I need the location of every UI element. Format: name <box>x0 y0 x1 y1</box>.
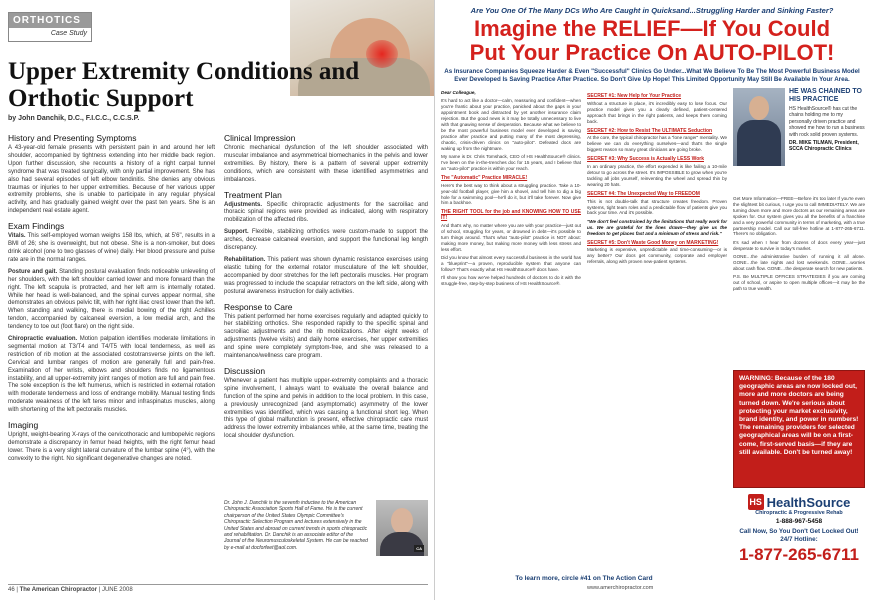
brand-tagline: Chiropractic & Progressive Rehab <box>755 510 843 516</box>
paragraph: Get More Information—FREE—Before it's too late! If you're even the slightest bit curious, I urge you to call IMMEDIATELY. We are turning down more and more doctors as our remaining areas are spoken for. Our system gives you all the benefits of a franchise and a very powerful community in terms of marketing, with a true partnership model. Call our toll-free hotline at 1-877-265-6711. There's no obligation. <box>733 196 865 237</box>
magazine-name: The American Chiropractor <box>19 587 98 593</box>
author-photo <box>376 500 428 556</box>
ad-heading: SECRET #2: How to Resist The ULTIMATE Seduction <box>587 127 713 134</box>
paragraph: Rehabilitation. This patient was shown dynamic resistance exercises using elastic tubing for the external rotator musculature of the left shoulder, accompanied by door stretches for the left pectoralis muscles. Her program was progressed to include the scapular retractors on the left side, along with postural awareness instruction for daily activities. <box>224 256 429 295</box>
ad-column-3 <box>733 196 865 295</box>
paragraph: Chronic mechanical dysfunction of the left shoulder associated with muscular imbalance and asymmetrical biomechanics in the pelvis and lower extremities. By history, there is a pattern of several upper extremity conditions, which are consistent with these identified asymmetries and imbalances. <box>224 145 428 183</box>
section-heading: Clinical Impression <box>224 133 296 143</box>
article-title: Upper Extremity Conditions and Orthotic Support <box>8 58 360 112</box>
paragraph: I'll show you how we've helped hundreds of doctors to do it with the struggle-free, step-by-step business of HS HealthSource®. <box>441 275 581 287</box>
doctor-photo <box>733 88 785 166</box>
section-tag <box>8 12 92 42</box>
section-heading: Imaging <box>8 420 39 431</box>
page-footer: 46 | The American Chiropractor | JUNE 2008 <box>8 584 428 593</box>
ad-heading: The "Automatic" Practice MIRACLE! <box>441 174 528 181</box>
ad-headline <box>439 17 865 65</box>
section-heading: Discussion <box>224 365 266 376</box>
article-byline: by John Danchik, D.C., F.I.C.C., C.C.S.P. <box>8 115 140 122</box>
ad-column-2 <box>587 90 727 268</box>
section-heading: Exam Findings <box>8 221 65 232</box>
paragraph: Upright, weight-bearing X-rays of the cervicothoracic and lumbopelvic regions demonstrate a discrepancy in femur head heights, with the right femur head lower. There is a very slight lateral curvature of the lumbar spine (4°), with the convexity to the right. No significant degenerative changes are noted. <box>8 432 215 462</box>
ad-heading: SECRET #3: Why Success is Actually LESS Work <box>587 156 704 163</box>
ca-badge: CA <box>416 546 422 551</box>
paragraph: It's hard to act like a doctor—calm, reassuring and confident—when you're frantic about your practice, panicked about the gaps in your appointment book and distracted by yet another insurance claim rejection. But the good news is it may be totally unnecessary to live with that gnawing sense of desperation. Because what we believe to be the most powerful business model ever developed is saving practice after practice and putting many of the most depressing, chaotic, crisis-driven clinics on "auto-pilot". Defeated docs are waking up from the nightmare. <box>441 98 581 151</box>
phone-number-small[interactable]: 1-888-967-5458 <box>775 518 823 525</box>
paragraph: Here's the best way to think about a struggling practice. Take a 10-year-old football player, give him a shovel, and tell him to dig a big hole for a swimming pool—he'll do it, but it'll take forever. Now give him a backhoe. <box>441 182 581 206</box>
paragraph: My name is Dr. Chris Tomshack, CEO of HS HealthSource® clinics. I've been on the in-the-trenches doc for 15 years, and I believe that an "auto-pilot" practice is within your reach. <box>441 154 581 171</box>
ad-subhead: As Insurance Companies Squeeze Harder & Even "Successful" Clinics Go Under...What We Believe To Be The Most Powerful Business Model Ever Developed Is Saving Practice After Practice. So Don't Give Up Hope! This Limited Opportunity May Still Be Available In Your Area. <box>444 68 860 83</box>
section-heading: Response to Care <box>224 301 293 312</box>
ad-headline-line2: Put Your Practice On AUTO-PILOT! <box>469 40 835 65</box>
testimonial-quote: "We don't feel constrained by the limitations that really work for us. We are grateful for the lines drawn—they give us the freedom to get places fast and a minimum of stress and risk." <box>587 218 727 236</box>
paragraph: Support. Flexible, stabilizing orthotics were custom-made to support the arches, decrease calcaneal eversion, and support the functional leg length discrepancy. <box>224 229 428 252</box>
ad-heading: SECRET #5: Don't Waste Good Money on MARKETING! <box>587 239 719 246</box>
section-heading: Treatment Plan <box>224 189 282 200</box>
section-heading: History and Presenting Symptoms <box>8 133 137 143</box>
paragraph: In an ordinary practice, the effort expended is like failing a 10-mile detour to go across the street. It's IMPOSSIBLE to grow when you're tackling all jobs yourself, reinventing the wheel and spread thin by wearing 20 hats. <box>587 164 727 187</box>
brand-name: HealthSource <box>766 494 851 510</box>
paragraph: This is not double-talk that structure creates freedom. Proven systems, tight team roles and a predictable flow of patients give you back your time. And it's possible. <box>587 198 727 216</box>
paragraph: Dear Colleague, <box>441 90 476 95</box>
paragraph: Marketing is expensive, unpredictable and time-consuming—or is any better? Our docs get community, corporate and employer referrals, along with proven new-patient systems. <box>587 247 727 265</box>
healthsource-logo-block <box>733 494 865 565</box>
left-page <box>0 0 434 600</box>
paragraph: P.S. Be MULTIPLE OFFICES STRATEGIES if you are coming out of school, or aspire to open multiple offices—it may be the path to true wealth. <box>733 274 865 292</box>
paragraph: At the core, the typical chiropractor has a "lone ranger" mentality. We believe we can do everything ourselves—and that's the single biggest reason so many great clinicians are going broke. <box>587 135 727 153</box>
paragraph: Chiropractic evaluation. Motion palpation identifies moderate limitations in segmental motion at T3/T4 and T4/T5 with local tenderness, as well as restriction of rib motion at the associated costotransverse joints on the left. Cervical and lumbar ranges of motion are generally full and pain-free. Examination of her wrists, elbows and shoulders finds no ligamentous instability, and all upper-extremity joint ranges of motion are full and pain free. The sole exception is the left humerus, which is restricted in external rotation with moderate tenderness and loss of endrange mobility. Manual testing finds moderate weakness of the left teres minor and infraspinatus muscles, along with shortening of the left pectoralis muscles. <box>8 336 215 414</box>
section-subtag-label: Case Study <box>50 30 87 37</box>
right-page-ad <box>434 0 869 600</box>
paragraph: And that's why, no matter where you are with your practice—just out of school, struggling for years, or drowned in debt—it's possible to turn things around. That's what "auto-pilot" practice is NOT about: making more money, but making more money with less stress and less effort. <box>441 223 581 252</box>
paragraph: Posture and gait. Standing postural evaluation finds noticeable unleveling of her shoulders, with the left shoulder carried lower and more forward than the right. The left scapula is protracted, and her left arm is internally rotated. While her head is well-balanced, and the spinal curves appear normal, she demonstrates an obvious pelvic tilt, with her right iliac crest lower than the left. When standing and walking, there is medial bowing of the right Achilles tendon, accompanied by calcaneal eversion, a low medial arch, and the tendency to toe out (foot flare) on the right side. <box>8 268 215 331</box>
author-bio: Dr. John J. Danchik is the seventh inductee to the American Chiropractic Association Sports Hall of Fame. He is the current chairperson of the United States Olympic Committee's Chiropractic Selection Program and lectures extensively in the United States and abroad on current trends in sports chiropractic and rehabilitation. Dr. Danchik is an associate editor of the Journal of the Neuromusculoskeletal System. He can be reached by e-mail at docforfeet@aol.com. <box>224 500 368 551</box>
article-column-1 <box>8 128 215 468</box>
paragraph: Did you know that almost every successful business in the world has a "blueprint"—a proven, reproducible system that anyone can follow? That's exactly what HS HealthSource® docs have. <box>441 255 581 272</box>
testimonial-text: HS HealthSource® has cut the chains holding me to my personally driven practice and showed me how to run a business with rock solid proven systems. <box>789 106 865 138</box>
ad-column-1 <box>441 90 581 290</box>
paragraph: This patient performed her home exercises regularly and adapted quickly to her stabilizing orthotics. She responded rapidly to the specific spinal and sacroiliac adjustments and the rib mobilizations. After eight weeks of adjustments (twelve visits) and daily home exercises, her upper extremities and spine were completely symptom-free, and she was released to a maintenance/wellness care program. <box>224 313 428 360</box>
ad-headline-line1: Imagine the RELIEF—If You Could <box>473 16 831 41</box>
pain-highlight <box>366 40 398 68</box>
article-column-2 <box>224 128 428 445</box>
healthsource-logo-icon: HS <box>748 494 764 510</box>
testimonial-box <box>733 88 865 190</box>
ad-tagline: Are You One Of The Many DCs Who Are Caught in Quicksand...Struggling Harder and Sinking Faster? <box>470 6 834 15</box>
ad-heading: SECRET #4: The Unexpected Way to FREEDOM <box>587 190 700 197</box>
call-to-action: Call Now, So You Don't Get Locked Out! 24/7 Hotline: <box>739 528 859 543</box>
testimonial-name: DR. MIKE TILMAN, President, SCCA Chiropractic Clinics <box>789 140 859 153</box>
issue-date: JUNE 2008 <box>101 587 133 593</box>
hotline-number[interactable]: 1-877-265-6711 <box>738 545 860 565</box>
ad-heading: SECRET #1: New Help for Your Practice <box>587 93 682 99</box>
paragraph: It's sad when I hear from dozens of docs every year—just desperate to survive in today's market. <box>733 239 865 251</box>
ad-heading: THE RIGHT TOOL for the job and KNOWING HOW TO USE IT! <box>441 209 581 222</box>
author-bio-box <box>224 500 428 558</box>
paragraph: A 43-year-old female presents with persistent pain in and around her left shoulder, accompanied by tightness extending into her middle back region. Upon further discussion, she recounts a history of a right carpal tunnel syndrome that was treated surgically, with only partial improvement. She has also had several episodes of left elbow tendinitis. She denies any obvious traumas or injuries to her upper extremities. Because of her various upper extremity problems, she is unable to participate in any regular physical activity, and has gradually gained weight over the past ten years. She is an independent real estate agent. <box>8 145 215 215</box>
paragraph: Whenever a patient has multiple upper-extremity complaints and a thoracic spine involvement, I always want to evaluate the overall balance and function of the spine and pelvis in addition to the local problem. In this case, a previously unrecognized (and asymptomatic) asymmetry of the lower extremities was identified, which was causing a functional short leg. When this type of global malfunction is present, effective chiropractic care must address the lower extremity imbalances while, at the same time, treating the local shoulder dysfunction. <box>224 377 428 440</box>
site-url[interactable]: www.amerchiropractor.com <box>587 585 654 591</box>
paragraph: Without a structure in place, it's incredibly easy to lose focus. Our practice model gives you a clearly defined, patient-centered approach that brings in the right patients, and keeps them coming back. <box>587 100 727 124</box>
section-tag-label: ORTHOTICS <box>9 13 91 28</box>
action-card-note: To learn more, circle #41 on The Action Card <box>515 575 653 582</box>
paragraph: Vitals. This self-employed woman weighs 158 lbs, which, at 5'6", results in a BMI of 26; she is overweight, but not obese. She is a non-smoker, but does drink alcohol (one to two glasses of wine) daily. Her blood pressure and pulse rate are in the normal ranges. <box>8 233 215 263</box>
testimonial-heading: HE WAS CHAINED TO HIS PRACTICE <box>789 88 862 103</box>
warning-promo-box: WARNING: Because of the 180 geographic areas are now locked out, more and more doctors are being turned down. We're serious about protecting your market exclusivity, brand identity, and power in numbers! The remaining providers for selected geographical areas will be on a first-come, first-served basis—if they are still available. Don't be turned away! <box>733 370 865 488</box>
paragraph: Adjustments. Specific chiropractic adjustments for the sacroiliac and thoracic spinal regions were provided as indicated, along with respiratory mobilization of the affected ribs. <box>224 201 428 224</box>
paragraph: GONE…the administrative burden of running it all alone. GONE…the late nights and lost weekends. GONE…worries about cash flow. GONE…the desperate search for new patients. <box>733 254 865 271</box>
page-number: 46 <box>8 587 15 593</box>
